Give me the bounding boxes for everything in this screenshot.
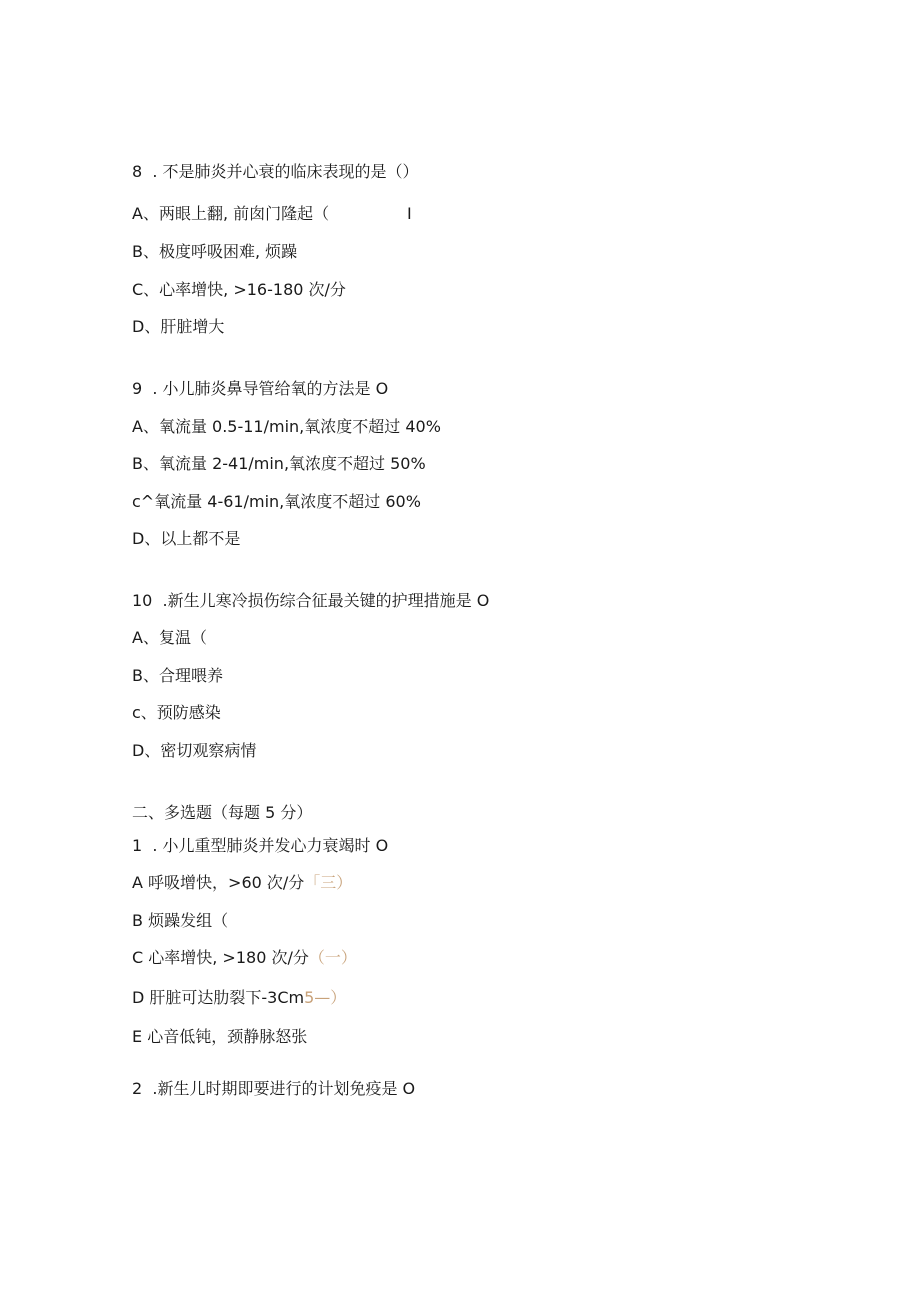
question-9: 9 . 小儿肺炎鼻导管给氧的方法是 O [132,379,389,398]
q10-option-b: B、合理喂养 [132,666,223,685]
q9-option-b: B、氧流量 2-41∕min,氧浓度不超过 50% [132,454,426,473]
q8-option-a [132,204,412,224]
q9-option-d: D、以上都不是 [132,529,241,548]
q10-option-c: c、预防感染 [132,703,221,722]
mq1-option-a [132,873,352,893]
mq1-option-c-note: （一） [308,948,357,967]
mq1-option-d [132,988,346,1008]
q10-option-a: A、复温（ [132,628,207,647]
mq1-option-e: E 心音低钝，颈静脉怒张 [132,1027,308,1046]
q8-option-d: D、肝脏增大 [132,317,225,336]
mq1-option-d-note: 5—） [304,988,347,1007]
section-heading-multiple-choice: 二、多选题（每题 5 分） [132,803,313,822]
mq1-option-d-text: D 肝脏可达肋裂下-3Cm [132,988,305,1007]
q8-option-a-mark: I [407,204,412,223]
q8-option-a-text: A、两眼上翻, 前囱门隆起（ [132,204,330,223]
q9-option-c: c^氧流量 4-61∕min,氧浓度不超过 60% [132,492,421,511]
q8-option-c: C、心率增快, >16-180 次/分 [132,280,346,299]
q8-option-b: B、极度呼吸困难, 烦躁 [132,242,298,261]
mq1-option-c [132,948,357,968]
question-10: 10 .新生儿寒冷损伤综合征最关键的护理措施是 O [132,591,490,610]
question-8: 8 . 不是肺炎并心衰的临床表现的是（） [132,162,419,181]
q9-option-a: A、氧流量 0.5-11∕min,氧浓度不超过 40% [132,417,441,436]
q10-option-d: D、密切观察病情 [132,741,257,760]
mq1-option-a-note: 「三） [304,873,353,892]
multi-question-2: 2 .新生儿时期即要进行的计划免疫是 O [132,1079,416,1098]
mq1-option-a-text: A 呼吸增快，>60 次/分 [132,873,305,892]
mq1-option-c-text: C 心率增快, >180 次/分 [132,948,309,967]
mq1-option-b: B 烦躁发组（ [132,911,229,930]
multi-question-1: 1 . 小儿重型肺炎并发心力衰竭时 O [132,836,389,855]
